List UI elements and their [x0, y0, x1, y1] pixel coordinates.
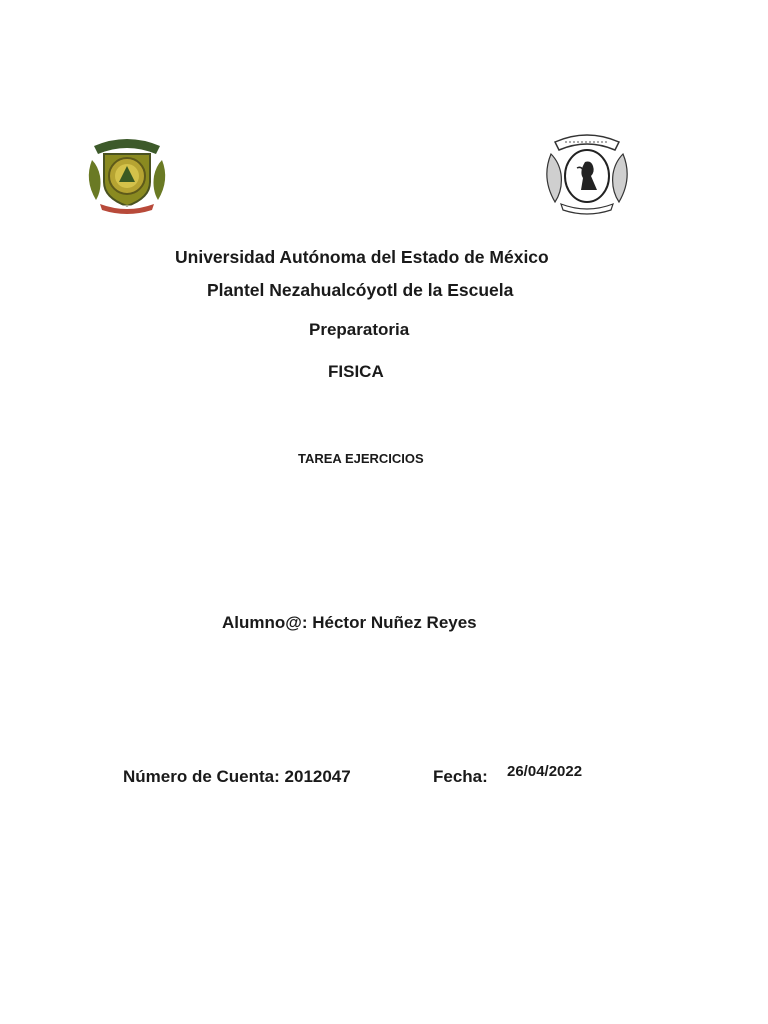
- account-line: [123, 767, 351, 787]
- student-name: Héctor Nuñez Reyes: [312, 613, 477, 632]
- date-value: 26/04/2022: [507, 763, 583, 780]
- uaemex-crest-icon: [82, 132, 172, 216]
- assignment-title: TAREA EJERCICIOS: [298, 451, 424, 466]
- campus-name-line-1: Plantel Nezahualcóyotl de la Escuela: [207, 280, 514, 300]
- account-label: Número de Cuenta:: [123, 767, 280, 786]
- subject-title: FISICA: [328, 362, 384, 381]
- school-crest-icon: [541, 128, 633, 216]
- campus-name-line-2: Preparatoria: [309, 320, 410, 339]
- university-name: Universidad Autónoma del Estado de México: [175, 247, 549, 267]
- student-label: Alumno@:: [222, 613, 308, 632]
- date-label: Fecha:: [433, 767, 488, 786]
- account-number: 2012047: [284, 767, 351, 786]
- student-line: [222, 613, 477, 633]
